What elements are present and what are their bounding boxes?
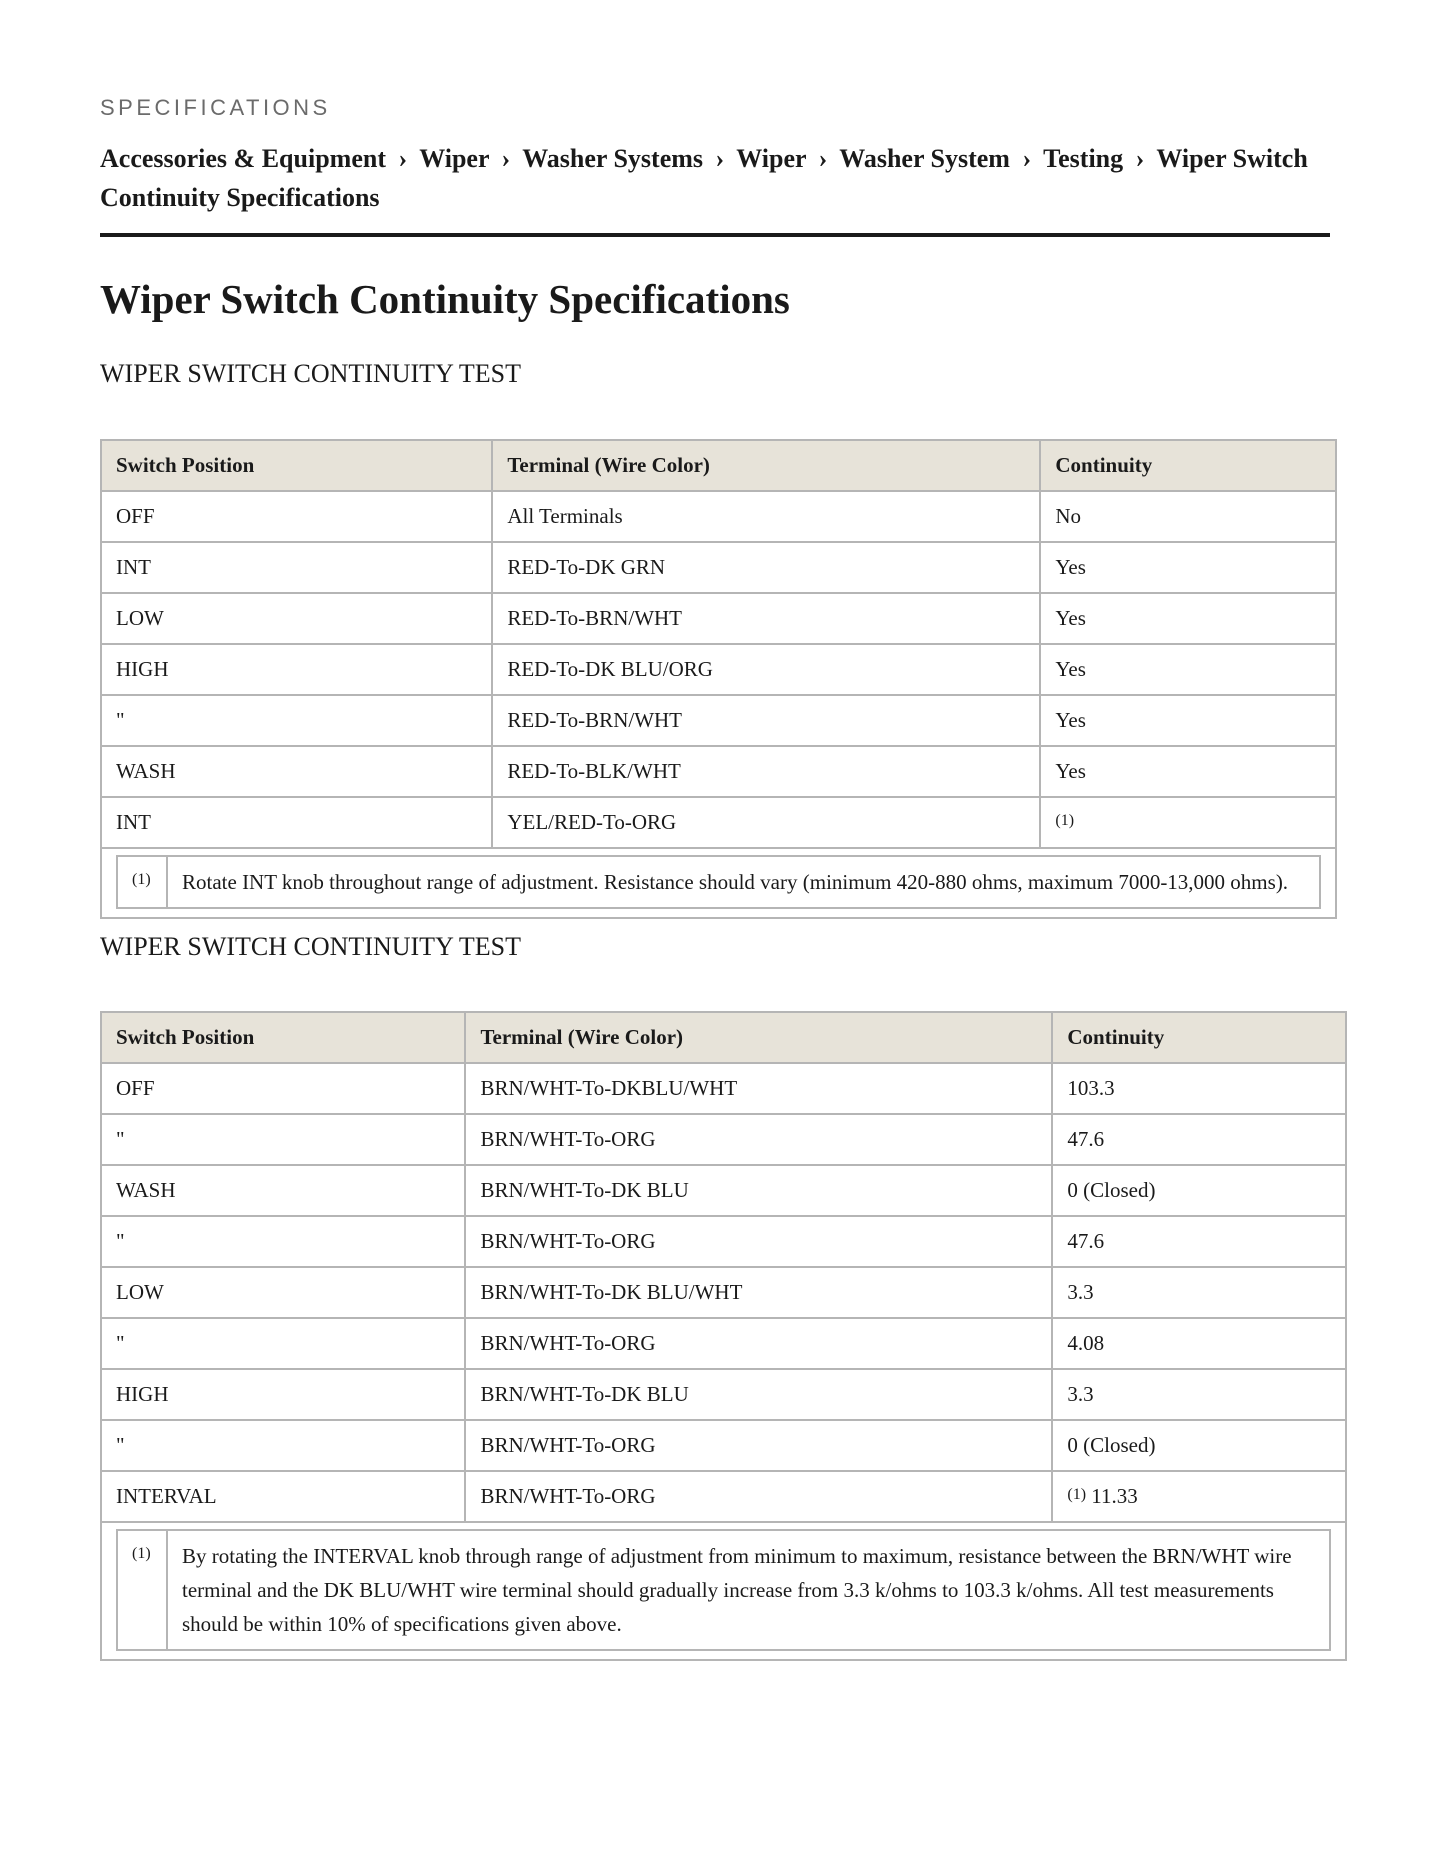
continuity-cell: No bbox=[1040, 491, 1336, 542]
table-row bbox=[101, 746, 1336, 797]
table-row bbox=[101, 1318, 1346, 1369]
switch-position-cell: WASH bbox=[101, 746, 492, 797]
continuity-cell: Yes bbox=[1040, 644, 1336, 695]
breadcrumb-separator: › bbox=[1135, 144, 1145, 173]
breadcrumb-separator: › bbox=[1022, 144, 1032, 173]
continuity-cell: 0 (Closed) bbox=[1052, 1420, 1346, 1471]
footnote-table bbox=[116, 855, 1321, 909]
switch-position-cell: " bbox=[101, 1318, 465, 1369]
table-row bbox=[101, 1471, 1346, 1522]
table-title: WIPER SWITCH CONTINUITY TEST bbox=[100, 931, 522, 961]
footnote-cell bbox=[101, 848, 1336, 918]
switch-position-cell: " bbox=[101, 1114, 465, 1165]
terminal-cell: RED-To-DK BLU/ORG bbox=[492, 644, 1040, 695]
terminal-cell: BRN/WHT-To-ORG bbox=[465, 1114, 1052, 1165]
terminal-cell: RED-To-BLK/WHT bbox=[492, 746, 1040, 797]
table-row bbox=[101, 1420, 1346, 1471]
table-row bbox=[101, 1063, 1346, 1114]
terminal-cell: RED-To-BRN/WHT bbox=[492, 593, 1040, 644]
breadcrumb-item[interactable]: Wiper bbox=[736, 144, 807, 173]
breadcrumb-item[interactable]: Washer System bbox=[839, 144, 1010, 173]
breadcrumb-separator: › bbox=[501, 144, 511, 173]
continuity-table bbox=[100, 439, 1337, 919]
breadcrumb-separator: › bbox=[818, 144, 828, 173]
table-row bbox=[101, 1114, 1346, 1165]
footnote-text: Rotate INT knob throughout range of adjustment. Resistance should vary (minimum 420-880 ohms, maximum 7000-13,000 ohms). bbox=[167, 856, 1320, 908]
column-header: Continuity bbox=[1052, 1012, 1346, 1063]
footnote-table bbox=[116, 1529, 1331, 1651]
breadcrumb-current: Wiper Switch Continuity Specifications bbox=[100, 144, 1308, 212]
switch-position-cell: INT bbox=[101, 542, 492, 593]
continuity-value: 11.33 bbox=[1091, 1484, 1138, 1509]
column-header: Terminal (Wire Color) bbox=[492, 440, 1040, 491]
continuity-cell: 3.3 bbox=[1052, 1369, 1346, 1420]
terminal-cell: BRN/WHT-To-ORG bbox=[465, 1216, 1052, 1267]
switch-position-cell: OFF bbox=[101, 491, 492, 542]
table-header-row bbox=[101, 440, 1336, 491]
section-kicker: SPECIFICATIONS bbox=[100, 95, 331, 120]
table-row bbox=[101, 1216, 1346, 1267]
footnote-marker: (1) bbox=[117, 1530, 167, 1650]
column-header: Switch Position bbox=[101, 440, 492, 491]
continuity-cell: Yes bbox=[1040, 593, 1336, 644]
continuity-cell: 47.6 bbox=[1052, 1114, 1346, 1165]
switch-position-cell: " bbox=[101, 695, 492, 746]
continuity-cell: 103.3 bbox=[1052, 1063, 1346, 1114]
switch-position-cell: " bbox=[101, 1420, 465, 1471]
footnote-text: By rotating the INTERVAL knob through range of adjustment from minimum to maximum, resistance between the BRN/WHT wire terminal and the DK BLU/WHT wire terminal should gradually increase from 3.3 k/ohms to 103.3 k/ohms. All test measurements should be within 10% of specifications given above. bbox=[167, 1530, 1330, 1650]
terminal-cell: BRN/WHT-To-DK BLU bbox=[465, 1165, 1052, 1216]
continuity-cell: 4.08 bbox=[1052, 1318, 1346, 1369]
table-row bbox=[101, 542, 1336, 593]
continuity-cell: Yes bbox=[1040, 695, 1336, 746]
terminal-cell: BRN/WHT-To-DK BLU/WHT bbox=[465, 1267, 1052, 1318]
switch-position-cell: INTERVAL bbox=[101, 1471, 465, 1522]
table-row bbox=[101, 1267, 1346, 1318]
table-row bbox=[101, 644, 1336, 695]
table-row bbox=[101, 695, 1336, 746]
continuity-cell: 3.3 bbox=[1052, 1267, 1346, 1318]
switch-position-cell: OFF bbox=[101, 1063, 465, 1114]
breadcrumb-item[interactable]: Washer Systems bbox=[522, 144, 704, 173]
terminal-cell: All Terminals bbox=[492, 491, 1040, 542]
continuity-cell bbox=[1040, 797, 1336, 848]
column-header: Continuity bbox=[1040, 440, 1336, 491]
continuity-cell: 47.6 bbox=[1052, 1216, 1346, 1267]
continuity-table bbox=[100, 1011, 1347, 1661]
terminal-cell: YEL/RED-To-ORG bbox=[492, 797, 1040, 848]
terminal-cell: BRN/WHT-To-ORG bbox=[465, 1471, 1052, 1522]
table-row bbox=[101, 593, 1336, 644]
terminal-cell: RED-To-BRN/WHT bbox=[492, 695, 1040, 746]
table-row bbox=[101, 1165, 1346, 1216]
switch-position-cell: LOW bbox=[101, 1267, 465, 1318]
breadcrumb-item[interactable]: Testing bbox=[1043, 144, 1124, 173]
footnote-marker: (1) bbox=[117, 856, 167, 908]
footnote-ref[interactable]: (1) bbox=[1067, 1486, 1087, 1504]
page-title: Wiper Switch Continuity Specifications bbox=[100, 276, 790, 322]
switch-position-cell: HIGH bbox=[101, 644, 492, 695]
footnote-ref[interactable]: (1) bbox=[1055, 811, 1075, 829]
table-title: WIPER SWITCH CONTINUITY TEST bbox=[100, 359, 522, 389]
breadcrumb-item[interactable]: Accessories & Equipment bbox=[100, 144, 386, 173]
breadcrumb-separator: › bbox=[715, 144, 725, 173]
table-row bbox=[101, 797, 1336, 848]
table-row bbox=[101, 1369, 1346, 1420]
terminal-cell: BRN/WHT-To-ORG bbox=[465, 1318, 1052, 1369]
continuity-cell: Yes bbox=[1040, 542, 1336, 593]
footnote-row bbox=[101, 1522, 1346, 1660]
continuity-cell bbox=[1052, 1471, 1346, 1522]
switch-position-cell: INT bbox=[101, 797, 492, 848]
terminal-cell: BRN/WHT-To-DKBLU/WHT bbox=[465, 1063, 1052, 1114]
breadcrumb-item[interactable]: Wiper bbox=[419, 144, 490, 173]
switch-position-cell: LOW bbox=[101, 593, 492, 644]
breadcrumb-separator: › bbox=[398, 144, 408, 173]
terminal-cell: BRN/WHT-To-DK BLU bbox=[465, 1369, 1052, 1420]
switch-position-cell: " bbox=[101, 1216, 465, 1267]
table-row bbox=[101, 491, 1336, 542]
footnote-row bbox=[101, 848, 1336, 918]
table-header-row bbox=[101, 1012, 1346, 1063]
switch-position-cell: HIGH bbox=[101, 1369, 465, 1420]
continuity-cell: 0 (Closed) bbox=[1052, 1165, 1346, 1216]
continuity-cell: Yes bbox=[1040, 746, 1336, 797]
footnote-cell bbox=[101, 1522, 1346, 1660]
breadcrumb bbox=[100, 139, 1330, 237]
column-header: Terminal (Wire Color) bbox=[465, 1012, 1052, 1063]
column-header: Switch Position bbox=[101, 1012, 465, 1063]
switch-position-cell: WASH bbox=[101, 1165, 465, 1216]
terminal-cell: BRN/WHT-To-ORG bbox=[465, 1420, 1052, 1471]
terminal-cell: RED-To-DK GRN bbox=[492, 542, 1040, 593]
